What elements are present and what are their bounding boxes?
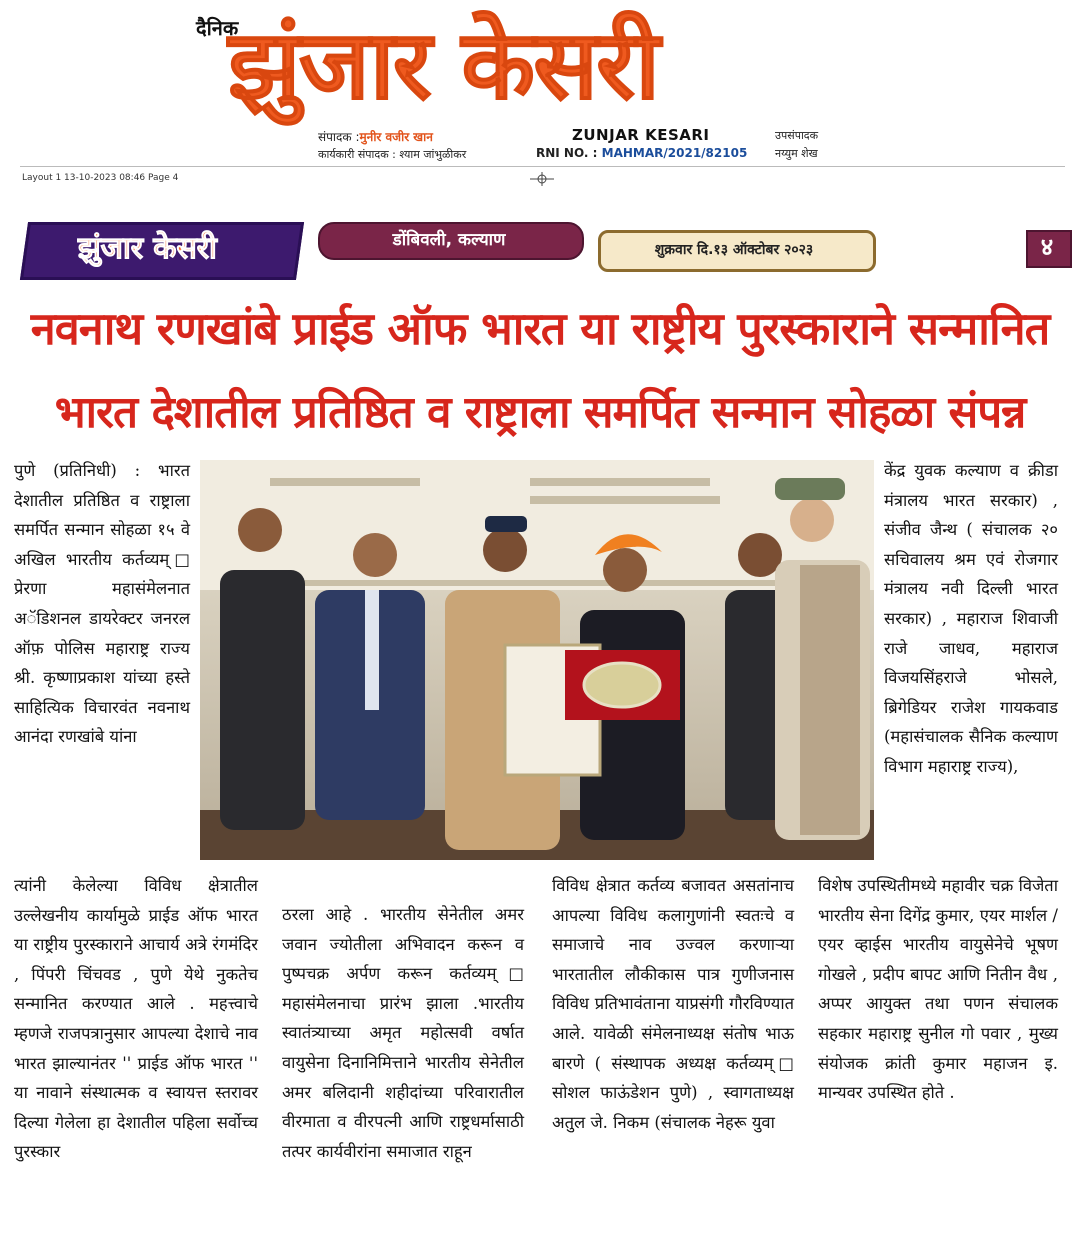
masthead-title: झुंजार केसरी [228,9,659,121]
editor-line [318,128,433,145]
layout-info: Layout 1 13-10-2023 08:46 Page 4 [22,173,179,183]
edition-label: डोंबिवली, कल्याण [392,230,506,250]
masthead-rule [20,166,1065,167]
sub-editor-label: उपसंपादक [775,129,819,142]
english-title: ZUNJAR KESARI [572,126,710,144]
editor-label: संपादक : [318,130,360,144]
rni-label: RNI NO. : [536,146,598,160]
award-ceremony-photo [200,460,874,860]
article-col4-top: केंद्र युवक कल्याण व क्रीडा मंत्रालय भारत सरकार) , संजीव जैन्थ ( संचालक २० सचिवालय श्रम एवं रोजगार मंत्रालय नवी दिल्ली भारत सरकार) , महाराज शिवाजी राजे जाधव, महाराज विजयसिंहराजे भोसले, ब्रिगेडियर राजेश गायकवाड (महासंचालक सैनिक कल्याण विभाग महाराष्ट्र राज्य), [884,461,1058,776]
article-col4-bottom: विशेष उपस्थितीमध्ये महावीर चक्र विजेता भारतीय सेना दिगेंद्र कुमार, एयर मार्शल / एयर व्हाईस भारतीय वायुसेनेचे भूषण गोखले , प्रदीप बापट आणि नितीन वैध , अप्पर आयुक्त तथा पणन संचालक सहकार महाराष्ट्र सुनील गो पवार , मुख्य संयोजक क्रांती कुमार महाजन इ. मान्यवर उपस्थित होते . [818,876,1058,1103]
rni-number: MAHMAR/2021/82105 [601,146,748,160]
exec-editor: कार्यकारी संपादक : श्याम जांभुळीकर [318,148,467,161]
registration-mark-icon [530,172,554,186]
article-col2: ठरला आहे . भारतीय सेनेतील अमर जवान ज्योतीला अभिवादन करून व पुष्पचक्र अर्पण करून कर्तव्यम्□ महासंमेलनाचा प्रारंभ झाला .भारतीय स्वातंत्र्याच्या अमृत महोत्सवी वर्षात वायुसेना दिनानिमित्ताने भारतीय सेनेतील अमर बलिदानी शहीदांच्या परिवारातील वीरमाता व वीरपत्नी आणि राष्ट्रधर्मासाठी तत्पर कार्यवीरांना समाजात राहून [282,905,524,1161]
headline-line-1: नवनाथ रणखांबे प्राईड ऑफ भारत या राष्ट्रीय पुरस्काराने सन्मानित [30,302,1050,355]
strip-logo: झुंजार केसरी [78,231,217,266]
article-col1-top: पुणे (प्रतिनिधी) : भारत देशातील प्रतिष्ठित व राष्ट्राला समर्पित सन्मान सोहळा १५ वे अखिल भारतीय कर्तव्यम्□ प्रेरणा महासंमेलनात अॅडिशनल डायरेक्टर जनरल ऑफ़ पोलिस महाराष्ट्र राज्य श्री. कृष्णाप्रकाश यांच्या हस्ते साहित्यिक विचारवंत नवनाथ आनंदा रणखांबे यांना [14,461,190,747]
page-number: ४ [1040,233,1054,261]
daily-label: दैनिक [196,16,239,40]
editor-name: मुनीर वजीर खान [359,130,433,144]
sub-editor-name: नय्युम शेख [775,147,818,160]
article-col3: विविध क्षेत्रात कर्तव्य बजावत असतांनाच आपल्या विविध कलागुणांनी स्वतःचे व समाजाचे नाव उज्वल करणाऱ्या भारतातील लौकीकास पात्र गुणीजनास विविध प्रतिभावंताना याप्रसंगी गौरविण्यात आले. यावेळी संमेलनाध्यक्ष संतोष भाऊ बारणे ( संस्थापक अध्यक्ष कर्तव्यम्□ सोशल फाऊंडेशन पुणे) , स्वागताध्यक्ष अतुल जे. निकम (संचालक नेहरू युवा [552,876,794,1132]
rni-line [536,146,747,160]
issue-date: शुक्रवार दि.१३ ऑक्टोबर २०२३ [654,242,814,258]
article-col1-bottom: त्यांनी केलेल्या विविध क्षेत्रातील उल्लेखनीय कार्यामुळे प्राईड ऑफ भारत या राष्ट्रीय पुरस्काराने आचार्य अत्रे रंगमंदिर , पिंपरी चिंचवड , पुणे येथे नुकतेच सन्मानित करण्यात आले . महत्त्वाचे म्हणजे राजपत्रानुसार आपल्या देशाचे नाव भारत झाल्यानंतर '' प्राईड ऑफ भारत '' या नावाने संस्थात्मक व स्वायत्त स्तरावर दिल्या गेलेला हा देशातील पहिला सर्वोच्च पुरस्कार [14,876,258,1162]
headline-line-2: भारत देशातील प्रतिष्ठित व राष्ट्राला समर्पित सन्मान सोहळा संपन्न [54,387,1026,438]
